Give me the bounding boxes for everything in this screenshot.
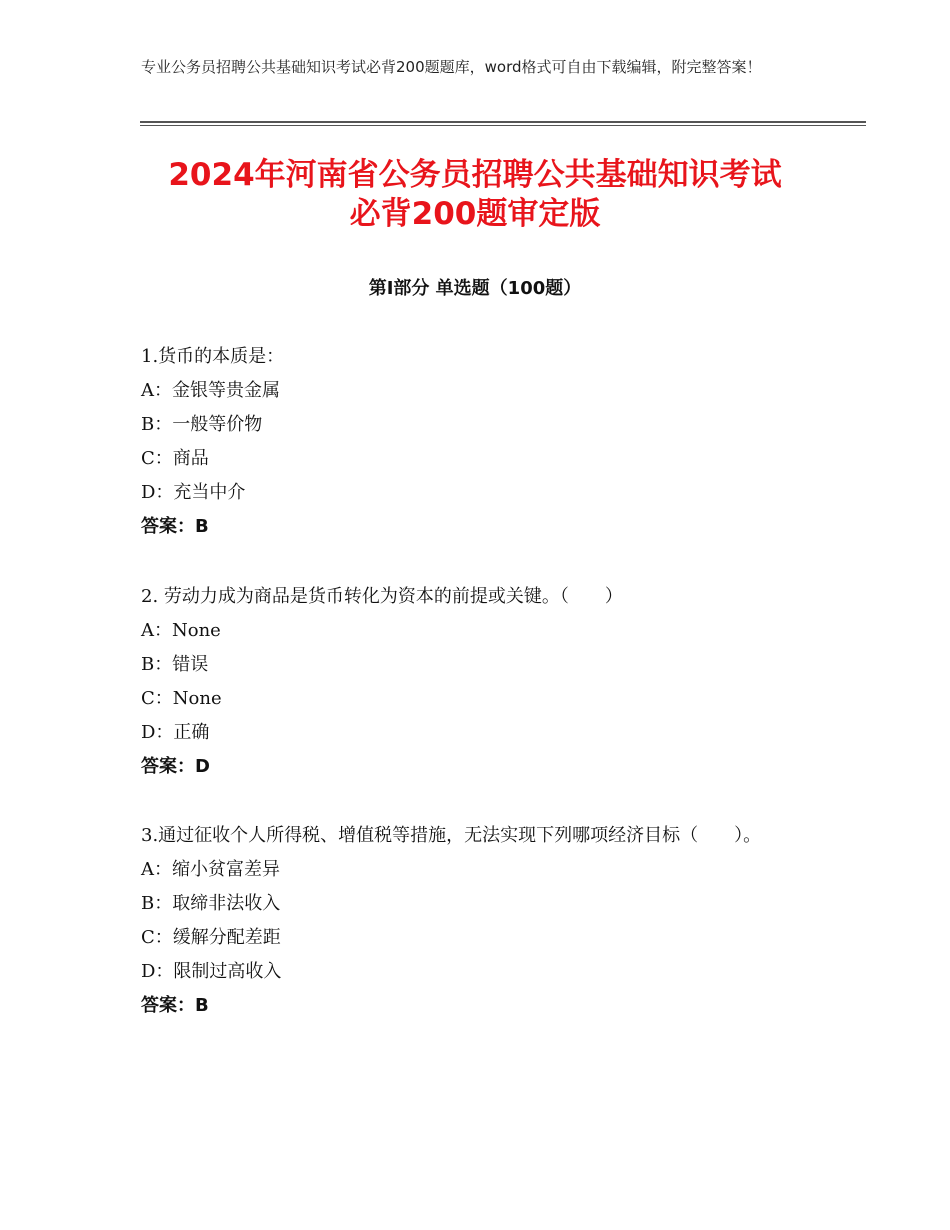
option-d: D：限制过高收入 xyxy=(141,961,282,982)
header-divider xyxy=(140,121,866,126)
question-1 xyxy=(141,340,811,544)
option-a: A：金银等贵金属 xyxy=(141,380,280,401)
section-heading: 第Ⅰ部分 单选题（100题） xyxy=(368,278,582,299)
document-title xyxy=(100,156,850,234)
question-2 xyxy=(141,580,811,784)
option-a: A：缩小贫富差异 xyxy=(141,859,280,880)
answer-line: 答案：B xyxy=(141,516,209,537)
header-note: 专业公务员招聘公共基础知识考试必背200题题库，word格式可自由下载编辑，附完整答案！ xyxy=(141,58,762,76)
option-c: C：缓解分配差距 xyxy=(141,927,281,948)
option-b: B：错误 xyxy=(141,654,209,675)
question-stem: 1.货币的本质是： xyxy=(141,346,285,367)
question-stem: 3.通过征收个人所得税、增值税等措施，无法实现下列哪项经济目标（ ）。 xyxy=(141,825,762,846)
question-stem: 2. 劳动力成为商品是货币转化为资本的前提或关键。（ ） xyxy=(141,586,623,607)
question-3 xyxy=(141,819,811,1023)
answer-line: 答案：B xyxy=(141,995,209,1016)
title-line-1: 2024年河南省公务员招聘公共基础知识考试 xyxy=(168,157,782,193)
option-c: C：None xyxy=(141,688,222,709)
option-b: B：一般等价物 xyxy=(141,414,263,435)
title-line-2: 必背200题审定版 xyxy=(349,196,601,232)
option-c: C：商品 xyxy=(141,448,209,469)
option-a: A：None xyxy=(141,620,221,641)
option-b: B：取缔非法收入 xyxy=(141,893,281,914)
option-d: D：充当中介 xyxy=(141,482,246,503)
option-d: D：正确 xyxy=(141,722,210,743)
answer-line: 答案：D xyxy=(141,756,210,777)
